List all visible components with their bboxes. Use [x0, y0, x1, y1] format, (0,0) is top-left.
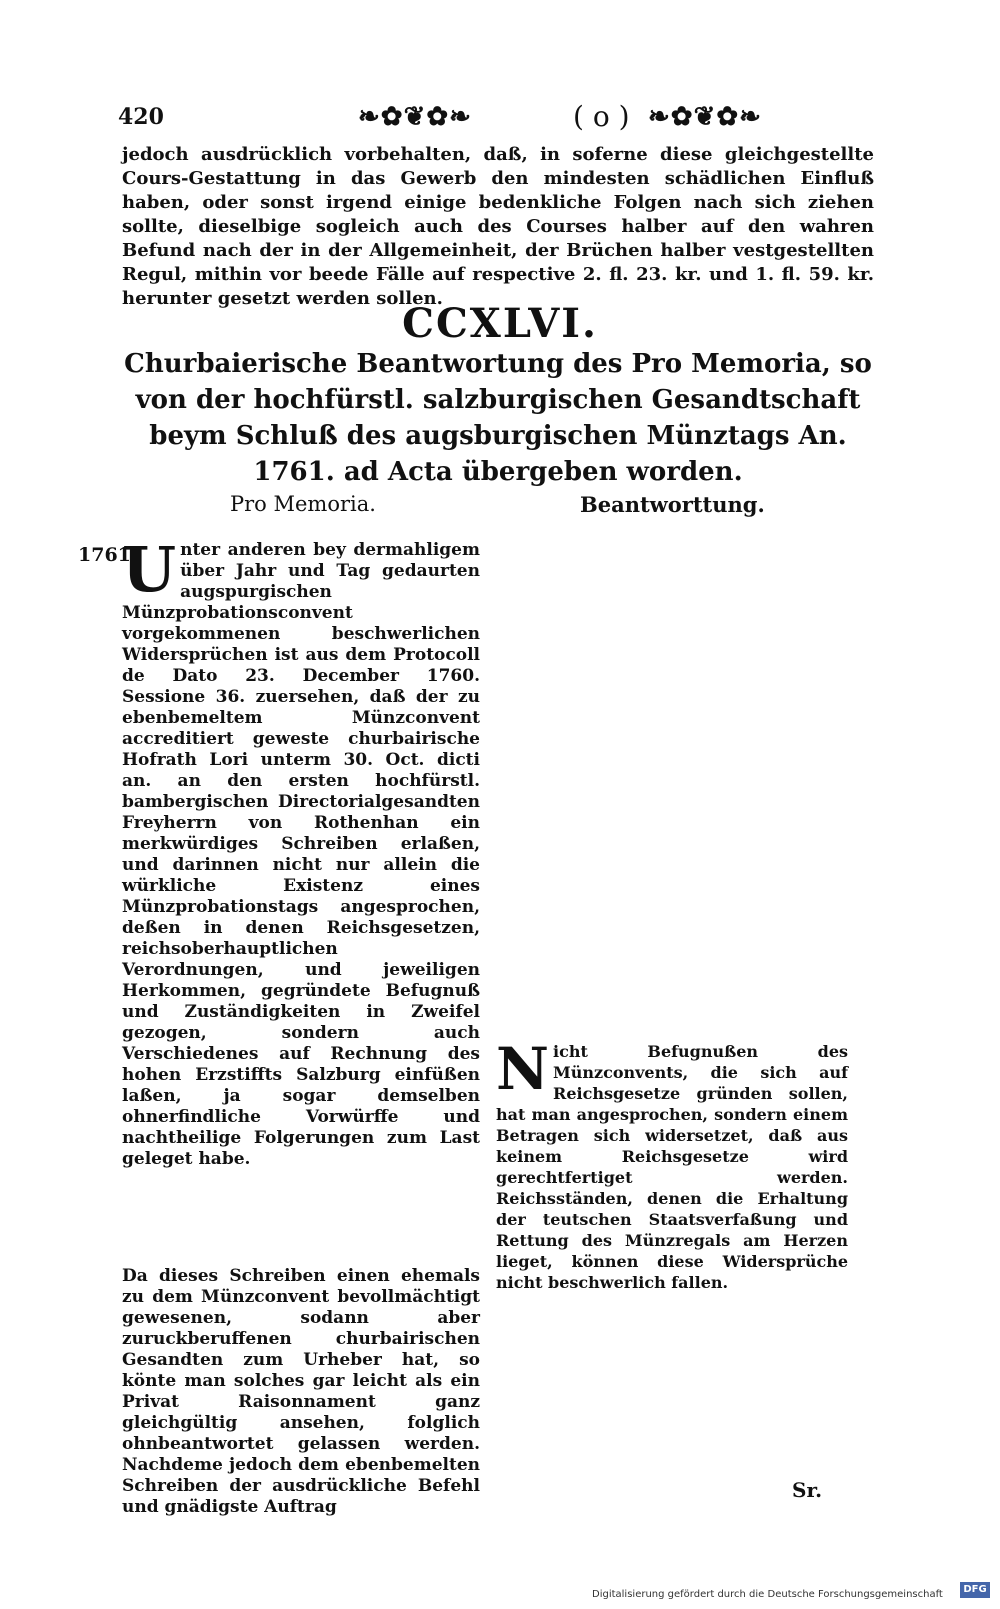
catchword: Sr.: [792, 1478, 823, 1502]
margin-year: 1761.: [78, 544, 138, 566]
section-title: Churbaierische Beantwortung des Pro Memoria, so von der hochfürstl. salzburgischen Gesandtschaft beym Schluß des augsburgischen Münztags An. 1761. ad Acta übergeben worden.: [124, 349, 872, 487]
right-column-heading: Beantworttung.: [580, 492, 765, 517]
dropcap: N: [496, 1035, 550, 1103]
dropcap: U: [122, 533, 177, 606]
paragraph-text: nter anderen bey dermahligem über Jahr und Tag gedaurten augspurgischen Münzprobationsconvent vorgekommenen beschwerlichen Widersprüchen ist aus dem Protocoll de Dato 23. December 1760. Sessione 36. zuersehen, daß der zu ebenbemeltem Münzconvent accreditiert geweste churbairische Hofrath Lori unterm 30. Oct. dicti an. an den ersten hochfürstl. bambergischen Directorialgesandten Freyherrn von Rothenhan ein merkwürdiges Schreiben erlaßen, und darinnen nicht nur allein die würkliche Existenz eines Münzprobationstags angesprochen, deßen in denen Reichsgesetzen, reichsoberhauptlichen Verordnungen, und jeweiligen Herkommen, gegründete Befugnuß und Zuständigkeiten in Zweifel gezogen, sondern auch Verschiedenes auf Rechnung des hohen Erzstiffts Salzburg einfüßen laßen, ja sogar demselben ohnerfindliche Vorwürffe und nachtheilige Folgerungen zum Last geleget habe.: [122, 540, 480, 1169]
dfg-logo: DFG: [960, 1582, 990, 1598]
pro-memoria-paragraph-2: Da dieses Schreiben einen ehemals zu dem Münzconvent bevollmächtigt gewesenen, sodann aber zuruckberuffenen churbairischen Gesandten zum Urheber hat, so könte man solches gar leicht als ein Privat Raisonnament ganz gleichgültig ansehen, folglich ohnbeantwortet gelassen werden. Nachdeme jedoch dem ebenbemelten Schreiben der ausdrückliche Befehl und gnädigste Auftrag: [122, 1266, 480, 1517]
continued-paragraph: jedoch ausdrücklich vorbehalten, daß, in soferne diese gleichgestellte Cours-Gestattung in das Gewerb den mindesten schädlichen Einfluß haben, oder sonst irgend einige bedenkliche Folgen nach sich ziehen sollte, dieselbige sogleich auch des Courses halber auf den wahren Befund nach der in der Allgemeinheit, der Brüchen halber vestgestellten Regul, mithin vor beede Fälle auf respective 2. fl. 23. kr. und 1. fl. 59. kr. herunter gesetzt werden sollen.: [122, 144, 874, 309]
paragraph-text: icht Befugnußen des Münzconvents, die sich auf Reichsgesetze gründen sollen, hat man angesprochen, sondern einem Betragen sich widersetzet, daß aus keinem Reichsgesetze wird gerechtfertiget werden. Reichsständen, denen die Erhaltung der teutschen Staatsverfaßung und Rettung des Münzregals am Herzen lieget, können diese Widersprüche nicht beschwerlich fallen.: [496, 1042, 848, 1292]
pro-memoria-paragraph: [122, 533, 480, 1170]
left-column-heading: Pro Memoria.: [230, 492, 376, 516]
page-number: 420: [118, 104, 164, 130]
footer: [592, 1582, 992, 1602]
section-number: CCXLVI.: [402, 300, 598, 347]
footer-credit: Digitalisierung gefördert durch die Deutsche Forschungsgemeinschaft: [592, 1589, 943, 1600]
ornament-left: ❧✿❦✿❧: [358, 102, 472, 132]
beantwortung-paragraph: [496, 1035, 848, 1293]
ornament-right: ❧✿❦✿❧: [648, 102, 762, 132]
header-marker: ( o ): [573, 100, 630, 133]
running-header: [118, 100, 878, 140]
